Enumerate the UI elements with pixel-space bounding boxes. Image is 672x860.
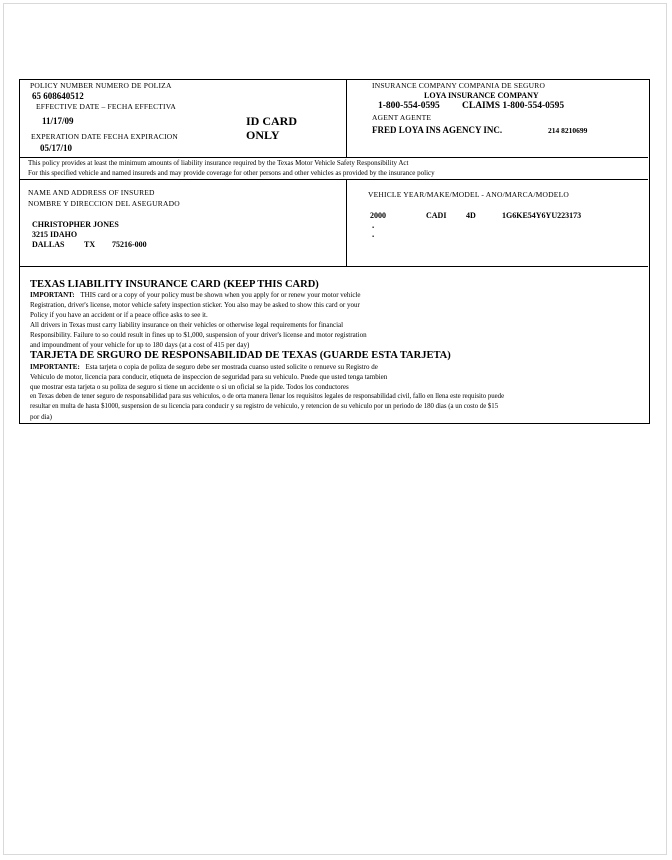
- agent-name: FRED LOYA INS AGENCY INC.: [372, 125, 503, 135]
- spanish-line-5: por dia): [30, 413, 52, 421]
- expiration-date-value: 05/17/10: [40, 143, 73, 153]
- spanish-title: TARJETA DE SRGURO DE RESPONSABILIDAD DE TEXAS (GUARDE ESTA TARJETA): [30, 350, 451, 361]
- english-important-text: THIS card or a copy of your policy must be shown when you apply for or renew your motor vehicle: [80, 291, 361, 299]
- spanish-line-1: Vehiculo de motor, licencia para conducir, etiqueta de inspeccion de seguridad para su vehiculo. Puede que usted tenga tambien: [30, 373, 388, 381]
- english-line-4: Responsibility. Failure to so could result in fines up to $1,000, suspension of your driver's license and motor registration: [30, 331, 367, 339]
- english-line-1: Registration, driver's license, motor vehicle safety inspection sticker. You also may be asked to show this card or your: [30, 301, 360, 309]
- english-line-2: Policy if you have an accident or if a peace office asks to see it.: [30, 311, 208, 319]
- insured-street: 3215 IDAHO: [32, 230, 78, 239]
- spanish-line-3: en Texas deben de tener seguro de responsabilidad para sus vehiculos, o de orta manera llenar los requisitos legales de responsabilidad civil, fallo en llena este requisito puede: [30, 393, 505, 400]
- spanish-line-2: que mostrar esta tarjeta o su poliza de seguro si tiene un accidente o si un oficial se la pide. Todos los conductores: [30, 383, 349, 391]
- english-line-3: All drivers in Texas must carry liability insurance on their vehicles or otherwise legal requirements for financial: [30, 321, 344, 329]
- english-important: [30, 291, 360, 299]
- vehicle-dot-1: .: [372, 220, 375, 230]
- insured-zip: 75216-000: [112, 240, 147, 249]
- english-line-5: and impoundment of your vehicle for up to 180 days (at a cost of 415 per day): [30, 341, 250, 349]
- insured-label: NAME AND ADDRESS OF INSURED: [28, 188, 155, 197]
- expiration-date-label: EXPERATION DATE FECHA EXPIRACION: [31, 132, 179, 141]
- claims-phone: CLAIMS 1-800-554-0595: [462, 101, 565, 111]
- insured-city: DALLAS: [32, 240, 65, 249]
- vehicle-dot-2: .: [372, 229, 375, 239]
- id-card-line1: ID CARD: [246, 114, 297, 128]
- insured-label-spanish: NOMBRE Y DIRECCION DEL ASEGURADO: [28, 199, 180, 208]
- spanish-important: [30, 363, 378, 371]
- notice-line1: This policy provides at least the minimum amounts of liability insurance required by the Texas Motor Vehicle Safety Responsibility Act: [28, 159, 409, 167]
- english-important-label: IMPORTANT:: [30, 291, 75, 299]
- policy-number-label: POLICY NUMBER NUMERO DE POLIZA: [30, 81, 172, 90]
- insurer-phone: 1-800-554-0595: [378, 101, 440, 111]
- vehicle-year: 2000: [370, 211, 386, 220]
- id-card-line2: ONLY: [246, 128, 280, 142]
- vehicle-label: VEHICLE YEAR/MAKE/MODEL - ANO/MARCA/MODELO: [368, 190, 569, 199]
- insurance-company-name: LOYA INSURANCE COMPANY: [424, 91, 539, 100]
- agent-label: AGENT AGENTE: [372, 113, 432, 122]
- effective-date-value: 11/17/09: [42, 116, 74, 126]
- english-title: TEXAS LIABILITY INSURANCE CARD (KEEP THIS CARD): [30, 279, 319, 290]
- effective-date-label: EFFECTIVE DATE – FECHA EFFECTIVA: [36, 102, 177, 111]
- divider-notice: [20, 179, 648, 180]
- vehicle-model: 4D: [466, 211, 476, 220]
- divider-insured: [20, 266, 648, 267]
- insurance-company-label: INSURANCE COMPANY COMPANIA DE SEGURO: [372, 81, 546, 90]
- divider-vertical-top: [346, 80, 347, 157]
- vehicle-make: CADI: [426, 211, 447, 220]
- vehicle-vin: 1G6KE54Y6YU223173: [502, 211, 582, 220]
- policy-number-value: 65 608640512: [32, 91, 84, 101]
- insured-state: TX: [84, 240, 96, 249]
- divider-top-section: [20, 157, 648, 158]
- insured-name: CHRISTOPHER JONES: [32, 220, 119, 229]
- insurance-id-card: [19, 79, 650, 424]
- spanish-important-label: IMPORTANTE:: [30, 363, 80, 371]
- spanish-line-4: resultar en multa de hasta $1000, suspension de su licencia para conducir y su registro de vehiculo, y retencion de su vehiculo por un periodo de 180 dias (a un costo de $15: [30, 403, 499, 410]
- notice-line2: For this specified vehicle and named insureds and may provide coverage for other persons and other vehicles as provided by the insurance policy: [28, 169, 435, 177]
- spanish-important-text: Esta tarjeta o copia de poliza de seguro debe ser mostrada cuanso usted solicite o renueve su Registro de: [85, 363, 378, 371]
- divider-vertical-middle: [346, 179, 347, 266]
- agent-phone: 214 8210699: [548, 126, 588, 135]
